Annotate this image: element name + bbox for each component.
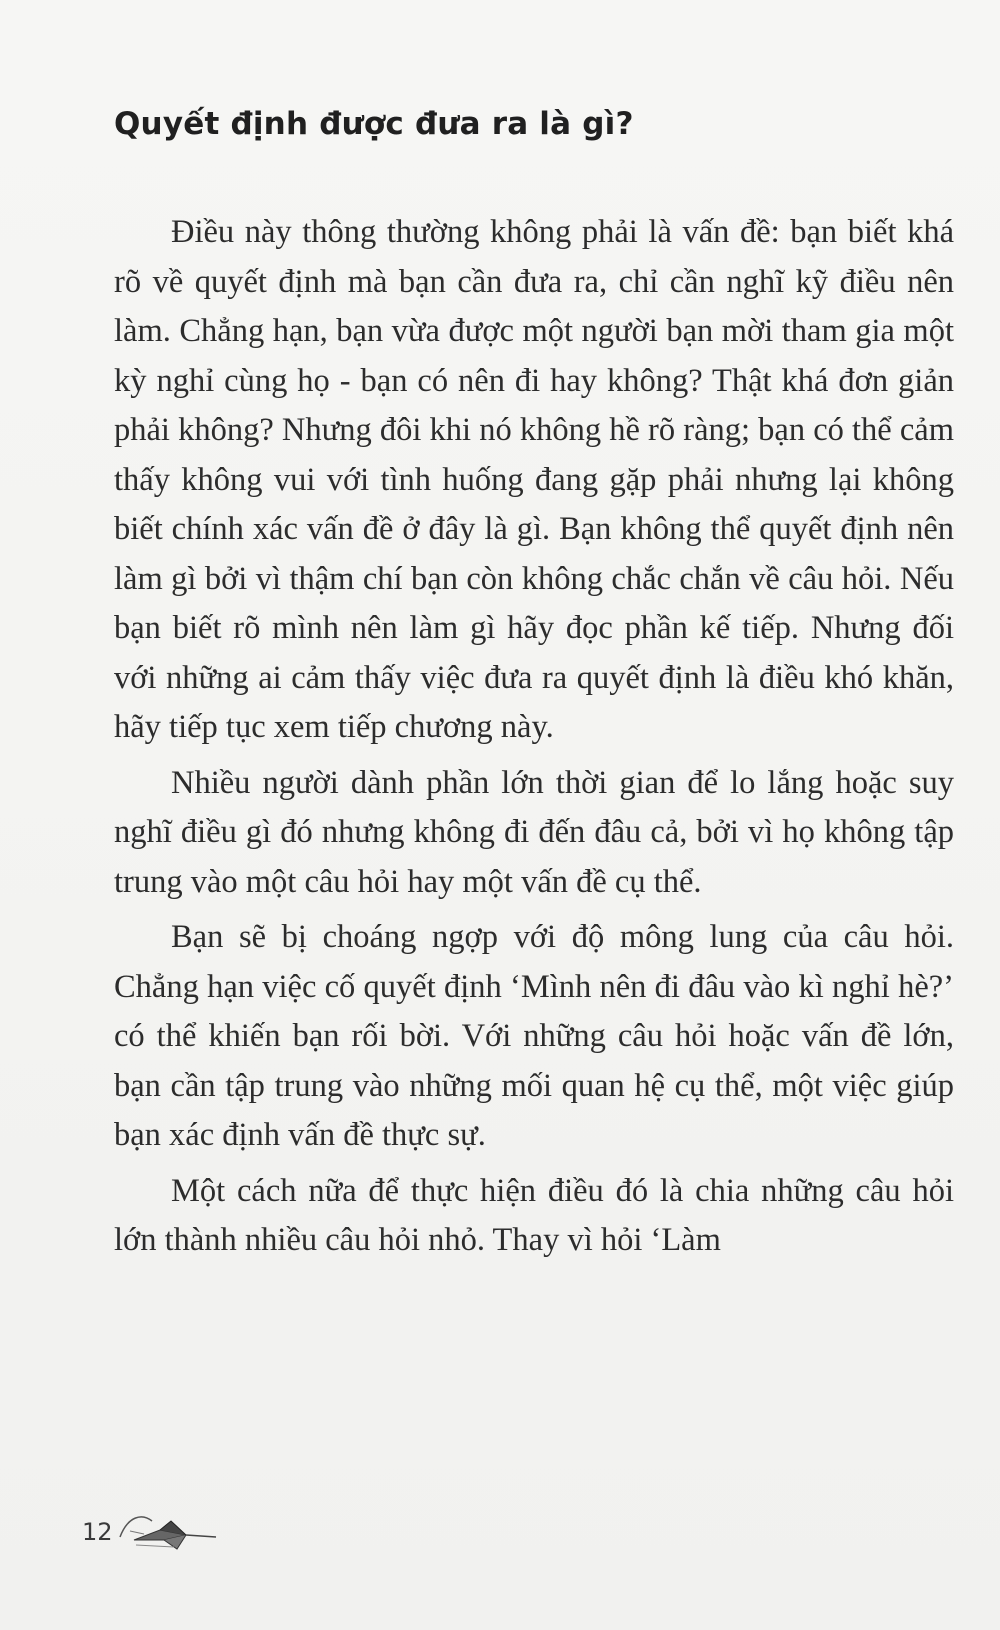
body-text	[114, 208, 954, 1272]
paragraph-3: Bạn sẽ bị choáng ngợp với độ mông lung của câu hỏi. Chẳng hạn việc cố quyết định ‘Mình nên đi đâu vào kì nghỉ hè?’ có thể khiến bạn rối bời. Với những câu hỏi hoặc vấn đề lớn, bạn cần tập trung vào những mối quan hệ cụ thể, một việc giúp bạn xác định vấn đề thực sự.	[114, 919, 954, 1153]
paper-plane-ornament-icon	[116, 1506, 220, 1554]
paragraph-2: Nhiều người dành phần lớn thời gian để lo lắng hoặc suy nghĩ điều gì đó nhưng không đi đến đâu cả, bởi vì họ không tập trung vào một câu hỏi hay một vấn đề cụ thể.	[114, 764, 954, 900]
paragraph-1: Điều này thông thường không phải là vấn đề: bạn biết khá rõ về quyết định mà bạn cần đưa ra, chỉ cần nghĩ kỹ điều nên làm. Chẳng hạn, bạn vừa được một người bạn mời tham gia một kỳ nghỉ cùng họ - bạn có nên đi hay không? Thật khá đơn giản phải không? Nhưng đôi khi nó không hề rõ ràng; bạn có thể cảm thấy không vui với tình huống đang gặp phải nhưng lại không biết chính xác vấn đề ở đây là gì. Bạn không thể quyết định nên làm gì bởi vì thậm chí bạn còn không chắc chắn về câu hỏi. Nếu bạn biết rõ mình nên làm gì hãy đọc phần kế tiếp. Nhưng đối với những ai cảm thấy việc đưa ra quyết định là điều khó khăn, hãy tiếp tục xem tiếp chương này.	[114, 214, 954, 745]
paragraph-4: Một cách nữa để thực hiện điều đó là chia những câu hỏi lớn thành nhiều câu hỏi nhỏ. Thay vì hỏi ‘Làm	[114, 1172, 954, 1258]
page-number: 12	[82, 1518, 113, 1546]
page-footer	[82, 1500, 222, 1560]
section-heading: Quyết định được đưa ra là gì?	[114, 106, 634, 142]
